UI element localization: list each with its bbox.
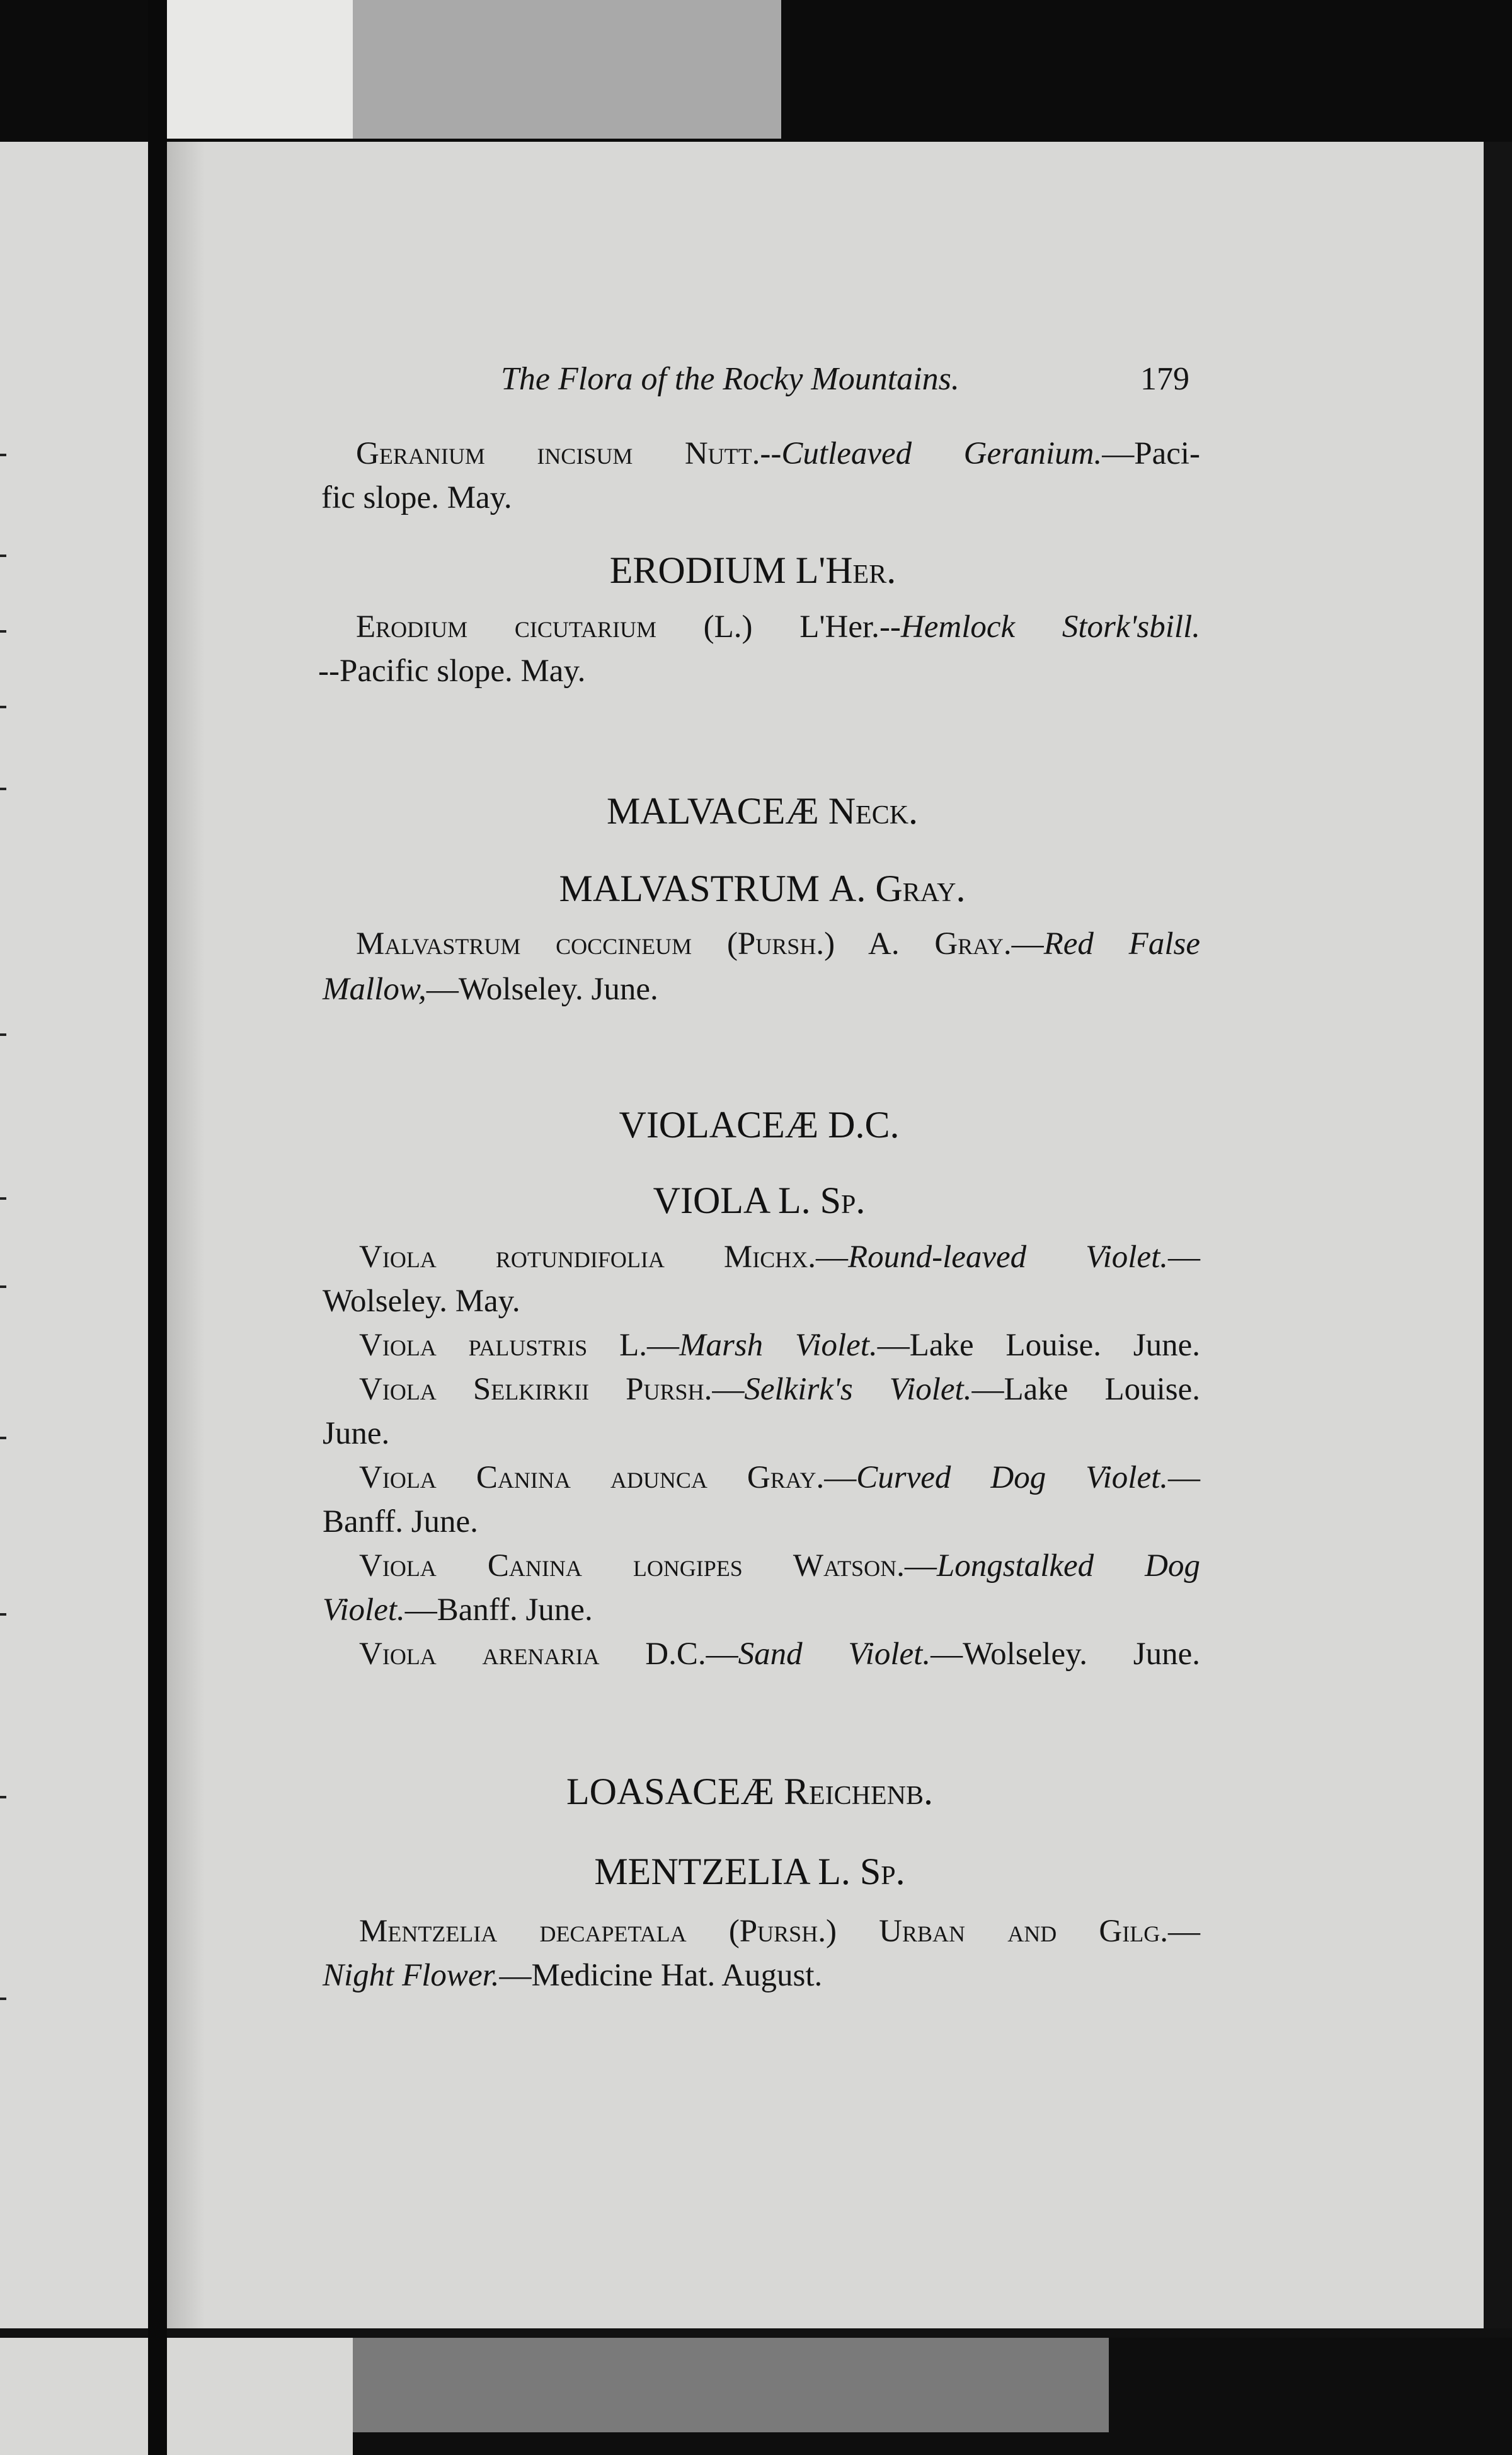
species-name: Viola Selkirkii Pursh. <box>359 1372 713 1407</box>
facing-page-edge <box>0 142 154 2328</box>
common-name: Longstalked Dog <box>936 1548 1200 1584</box>
entry-malvastrum-line1 <box>356 925 1200 963</box>
scan-strip-light <box>0 2338 353 2455</box>
entry-rest: — <box>1168 1460 1201 1495</box>
entry-mentzelia-line2 <box>323 1957 822 1994</box>
genus-author: L. Sp. <box>818 1851 905 1892</box>
book-spine <box>148 0 167 2455</box>
family-heading-loasaceae <box>0 1769 1506 1814</box>
common-name: Selkirk's Violet. <box>744 1372 972 1407</box>
common-name: Mallow, <box>323 972 427 1007</box>
entry-viola-selkirkii-line2: June. <box>323 1416 390 1451</box>
entry-viola-selkirkii-line1 <box>359 1371 1200 1408</box>
scan-film-bottom <box>0 2338 1512 2455</box>
separator: — <box>706 1636 738 1672</box>
separator: — <box>647 1328 679 1363</box>
entry-rest: —Paci- <box>1102 436 1200 471</box>
page-number: 179 <box>1140 361 1189 397</box>
entry-geranium-line2: fic slope. May. <box>321 480 512 515</box>
entry-malvastrum-line2 <box>323 970 658 1008</box>
entry-mentzelia-line1: Mentzelia decapetala (Pursh.) Urban and Gilg.— <box>359 1914 1200 1949</box>
genus-heading-erodium <box>0 548 1509 592</box>
family-author: Reichenb. <box>784 1771 934 1812</box>
gutter-shadow <box>167 142 205 2328</box>
genus-name: MALVASTRUM <box>559 868 820 909</box>
species-name: Viola arenaria D.C. <box>359 1636 706 1672</box>
common-name: Hemlock Stork'sbill. <box>900 609 1200 645</box>
entry-author: (L.) L'Her. <box>656 609 879 645</box>
entry-geranium-line1 <box>356 435 1200 473</box>
family-name: MALVACEÆ <box>606 790 819 832</box>
entry-erodium-line1 <box>356 608 1200 646</box>
common-name: Curved Dog Violet. <box>856 1460 1169 1495</box>
genus-name: ERODIUM <box>609 549 786 591</box>
entry-viola-canina-longipes-line2 <box>323 1591 593 1629</box>
separator: — <box>712 1372 745 1407</box>
entry-viola-canina-adunca-line2: Banff. June. <box>323 1504 478 1539</box>
family-name: VIOLACEÆ <box>619 1104 819 1146</box>
common-name: Night Flower. <box>323 1958 500 1993</box>
page-outer-edge <box>1484 142 1512 2328</box>
common-name: Violet. <box>323 1592 405 1628</box>
family-heading-malvaceae <box>6 789 1512 833</box>
species-name: Viola Canina longipes Watson. <box>359 1548 905 1584</box>
separator: — <box>904 1548 937 1584</box>
separator: -- <box>879 609 901 645</box>
entry-viola-arenaria <box>359 1635 1200 1673</box>
entry-viola-canina-adunca-line1 <box>359 1459 1200 1497</box>
genus-heading-viola <box>3 1178 1512 1222</box>
entry-viola-palustris <box>359 1326 1200 1364</box>
species-name: Malvastrum coccineum (Pursh.) A. Gray. <box>356 926 1012 962</box>
family-name: LOASACEÆ <box>566 1771 774 1812</box>
genus-name: MENTZELIA <box>594 1851 809 1892</box>
entry-rest: —Medicine Hat. August. <box>499 1958 823 1993</box>
common-name: Cutleaved Geranium. <box>781 436 1102 471</box>
species-name: Geranium incisum Nutt. <box>356 436 760 471</box>
common-name: Sand Violet. <box>738 1636 931 1672</box>
separator: — <box>824 1460 857 1495</box>
entry-rest: —Wolseley. June. <box>426 972 658 1007</box>
species-name: Viola Canina adunca Gray. <box>359 1460 825 1495</box>
genus-heading-mentzelia <box>0 1849 1506 1894</box>
genus-author: A. Gray. <box>828 868 966 909</box>
separator: -- <box>760 436 782 471</box>
separator: — <box>815 1239 848 1275</box>
entry-rest: — <box>1168 1239 1200 1275</box>
entry-viola-canina-longipes-line1 <box>359 1547 1200 1585</box>
entry-erodium-line2: --Pacific slope. May. <box>318 653 586 689</box>
entry-rest: —Banff. June. <box>404 1592 593 1628</box>
genus-author: L. Sp. <box>777 1180 866 1221</box>
common-name: Marsh Violet. <box>679 1328 878 1363</box>
entry-rest: —Lake Louise. June. <box>877 1328 1200 1363</box>
separator: — <box>1011 926 1044 962</box>
genus-heading-malvastrum <box>6 866 1512 911</box>
scan-tab-light <box>151 0 359 139</box>
scan-film-top <box>0 0 1512 148</box>
common-name: Red False <box>1043 926 1200 962</box>
common-name: Round-leaved Violet. <box>847 1239 1168 1275</box>
entry-rest: —Lake Louise. <box>971 1372 1200 1407</box>
species-name: Viola rotundifolia Michx. <box>359 1239 816 1275</box>
species-name: Viola palustris L. <box>359 1328 647 1363</box>
family-author: D.C. <box>828 1104 900 1146</box>
scan-tab-gray <box>353 0 781 139</box>
family-heading-violaceae <box>3 1103 1512 1147</box>
entry-viola-rotundifolia-line2: Wolseley. May. <box>323 1284 520 1319</box>
species-name: Erodium cicutarium <box>356 609 656 645</box>
entry-rest: —Wolseley. June. <box>931 1636 1200 1672</box>
family-author: Neck. <box>828 790 919 832</box>
scan-strip-gray <box>353 2338 1109 2432</box>
running-header-title: The Flora of the Rocky Mountains. <box>501 361 959 397</box>
genus-author: L'Her. <box>795 549 896 591</box>
genus-name: VIOLA <box>653 1180 769 1221</box>
entry-viola-rotundifolia-line1 <box>359 1238 1200 1276</box>
